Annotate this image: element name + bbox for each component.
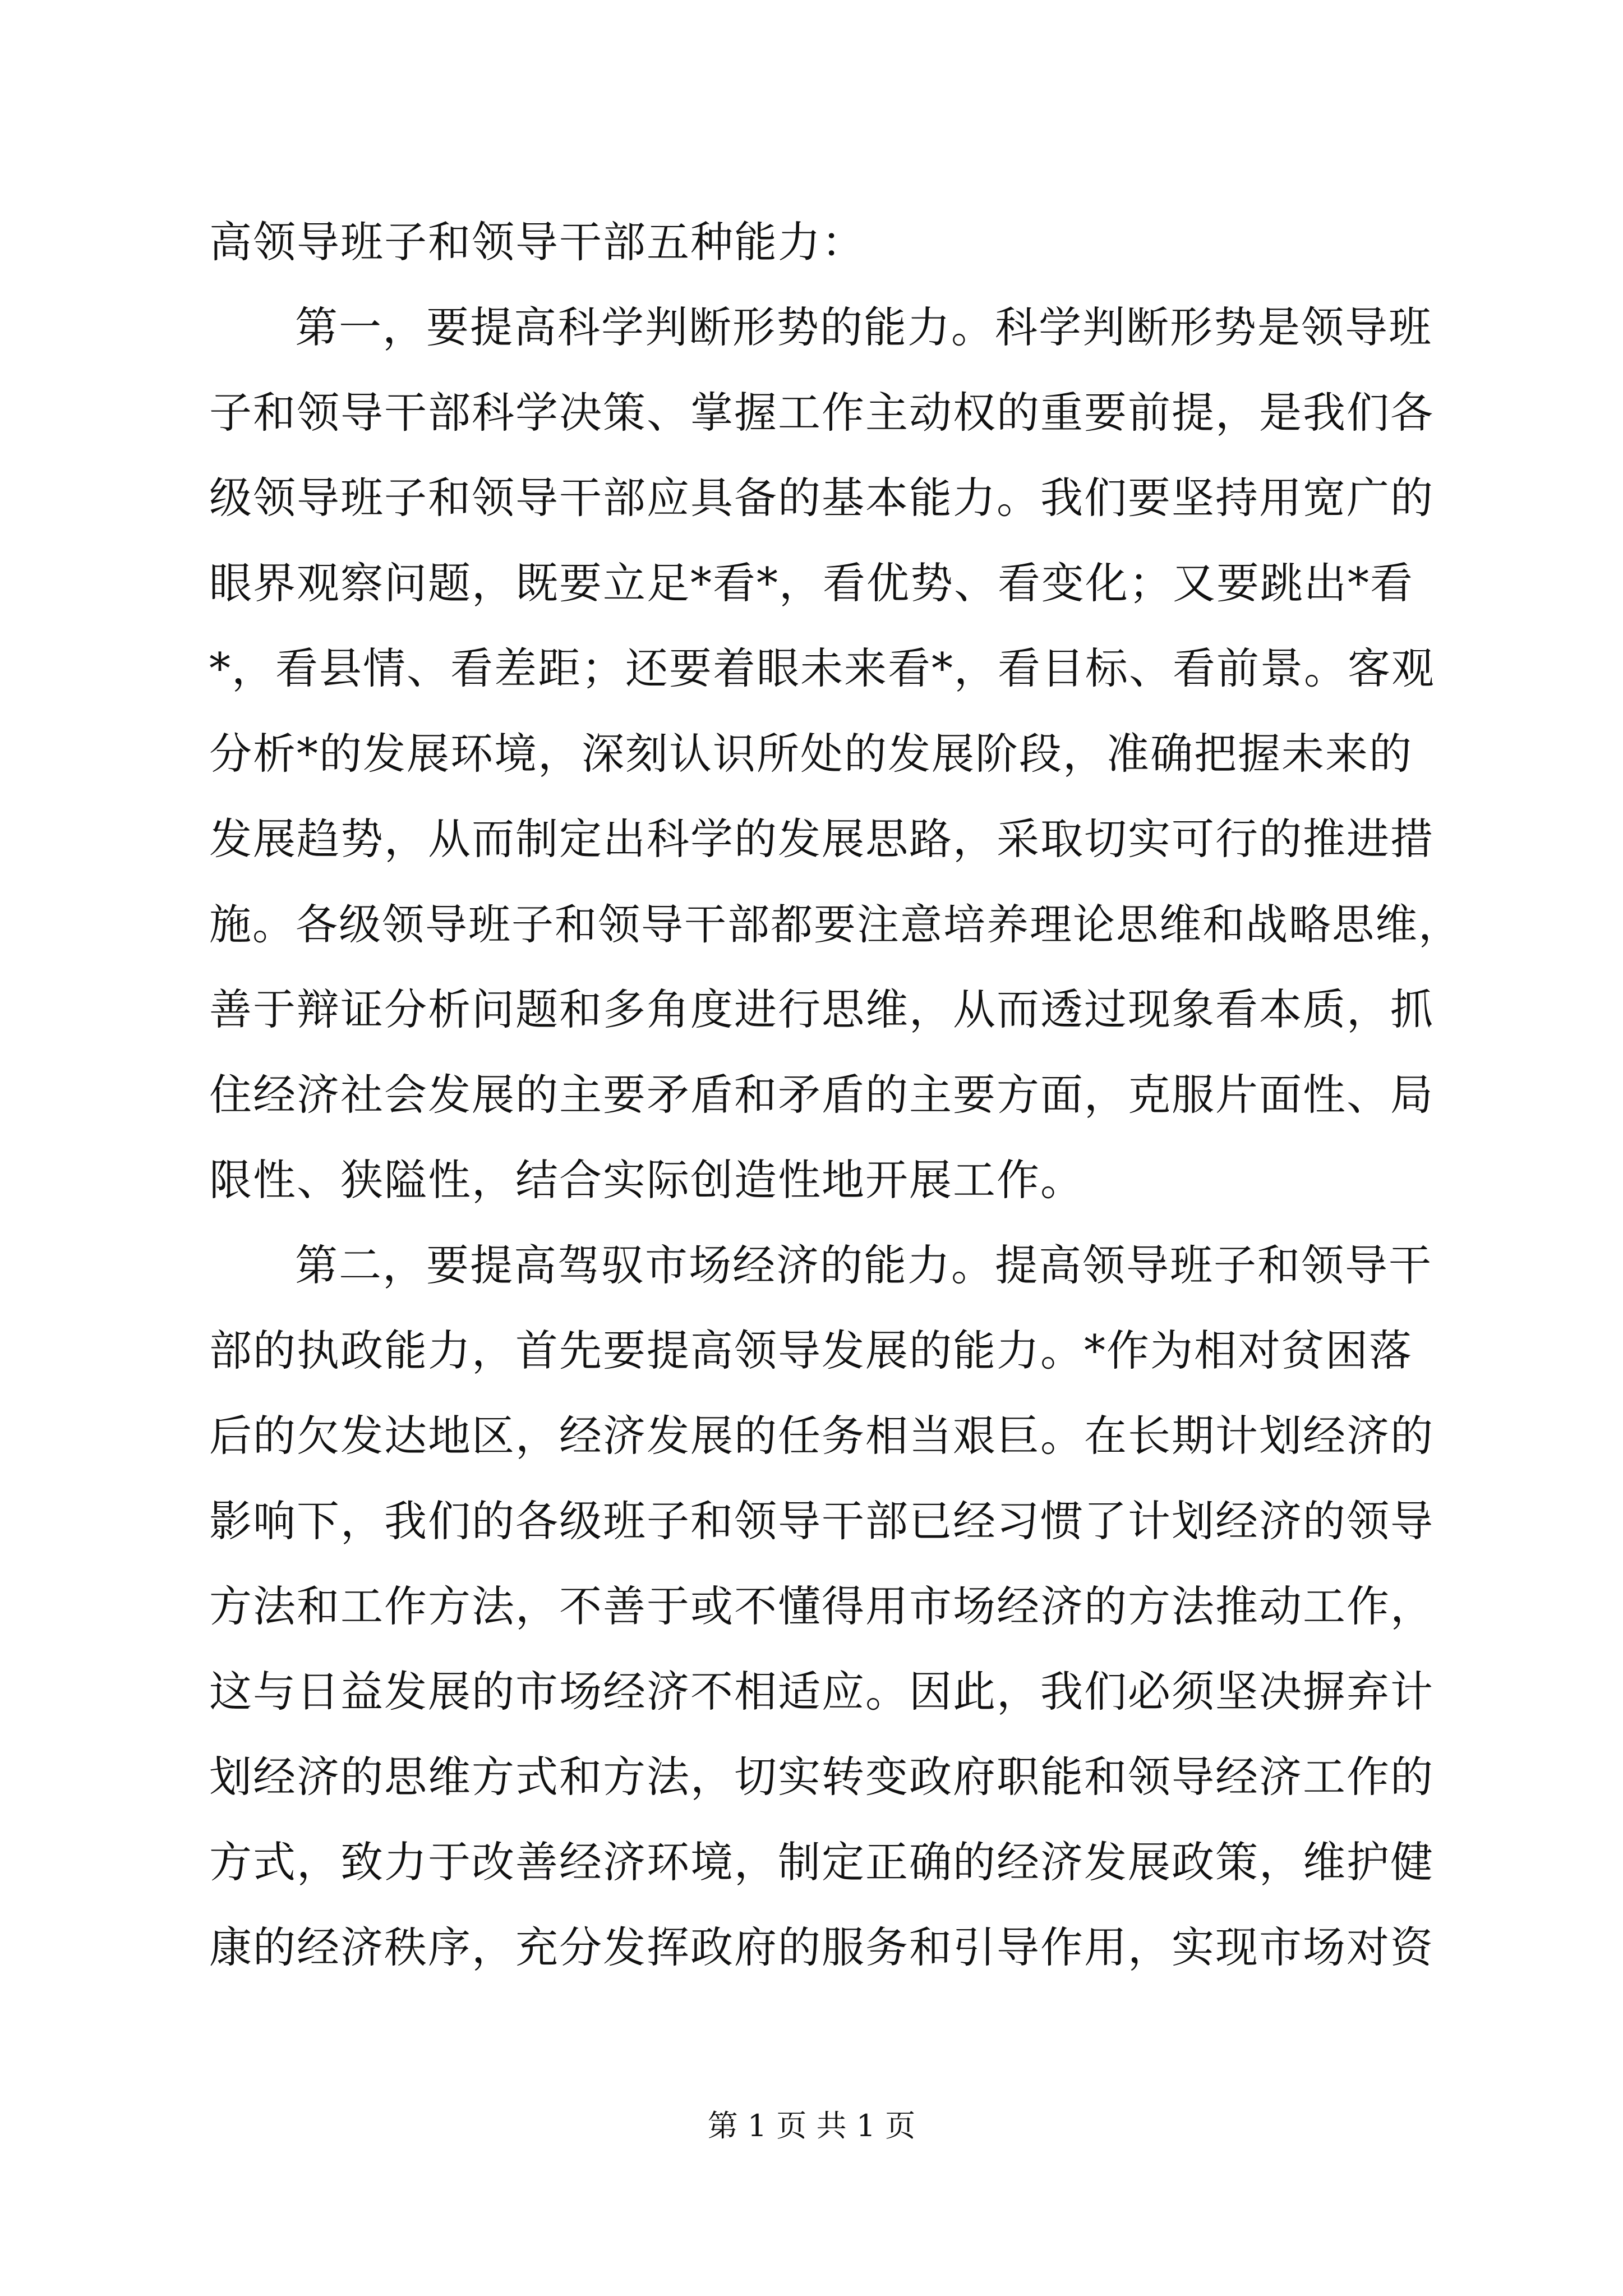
- text-line: 分析*的发展环境，深刻认识所处的发展阶段，准确把握未来的: [209, 729, 1413, 779]
- text-line: 方式，致力于改善经济环境，制定正确的经济发展政策，维护健: [209, 1837, 1434, 1887]
- text-line: 这与日益发展的市场经济不相适应。因此，我们必须坚决摒弃计: [209, 1667, 1434, 1717]
- paragraph-start-line: 第二，要提高驾驭市场经济的能力。提高领导班子和领导干: [295, 1240, 1432, 1290]
- paragraph-start-line: 第一，要提高科学判断形势的能力。科学判断形势是领导班: [295, 302, 1432, 352]
- text-line: 发展趋势，从而制定出科学的发展思路，采取切实可行的推进措: [209, 814, 1434, 864]
- text-line: 康的经济秩序，充分发挥政府的服务和引导作用，实现市场对资: [209, 1922, 1434, 1972]
- text-line: *，看县情、看差距；还要着眼未来看*，看目标、看前景。客观: [209, 643, 1435, 693]
- text-line: 影响下，我们的各级班子和领导干部已经习惯了计划经济的领导: [209, 1496, 1434, 1546]
- text-line: 子和领导干部科学决策、掌握工作主动权的重要前提，是我们各: [209, 388, 1434, 438]
- text-line: 眼界观察问题，既要立足*看*，看优势、看变化；又要跳出*看: [209, 558, 1414, 608]
- text-line: 施。各级领导班子和领导干部都要注意培养理论思维和战略思维，: [209, 900, 1462, 949]
- text-line: 部的执政能力，首先要提高领导发展的能力。*作为相对贫困落: [209, 1326, 1413, 1375]
- text-line: 后的欠发达地区，经济发展的任务相当艰巨。在长期计划经济的: [209, 1411, 1434, 1461]
- text-line: 级领导班子和领导干部应具备的基本能力。我们要坚持用宽广的: [209, 473, 1434, 523]
- text-line: 善于辩证分析问题和多角度进行思维，从而透过现象看本质，抓: [209, 984, 1434, 1034]
- text-line: 住经济社会发展的主要矛盾和矛盾的主要方面，克服片面性、局: [209, 1070, 1434, 1120]
- text-line: 划经济的思维方式和方法，切实转变政府职能和领导经济工作的: [209, 1752, 1434, 1802]
- text-line: 限性、狭隘性，结合实际创造性地开展工作。: [209, 1155, 1084, 1205]
- text-line: 方法和工作方法，不善于或不懂得用市场经济的方法推动工作，: [209, 1581, 1434, 1631]
- text-line: 高领导班子和领导干部五种能力：: [209, 217, 865, 267]
- page-number-footer: 第 1 页 共 1 页: [707, 2108, 916, 2143]
